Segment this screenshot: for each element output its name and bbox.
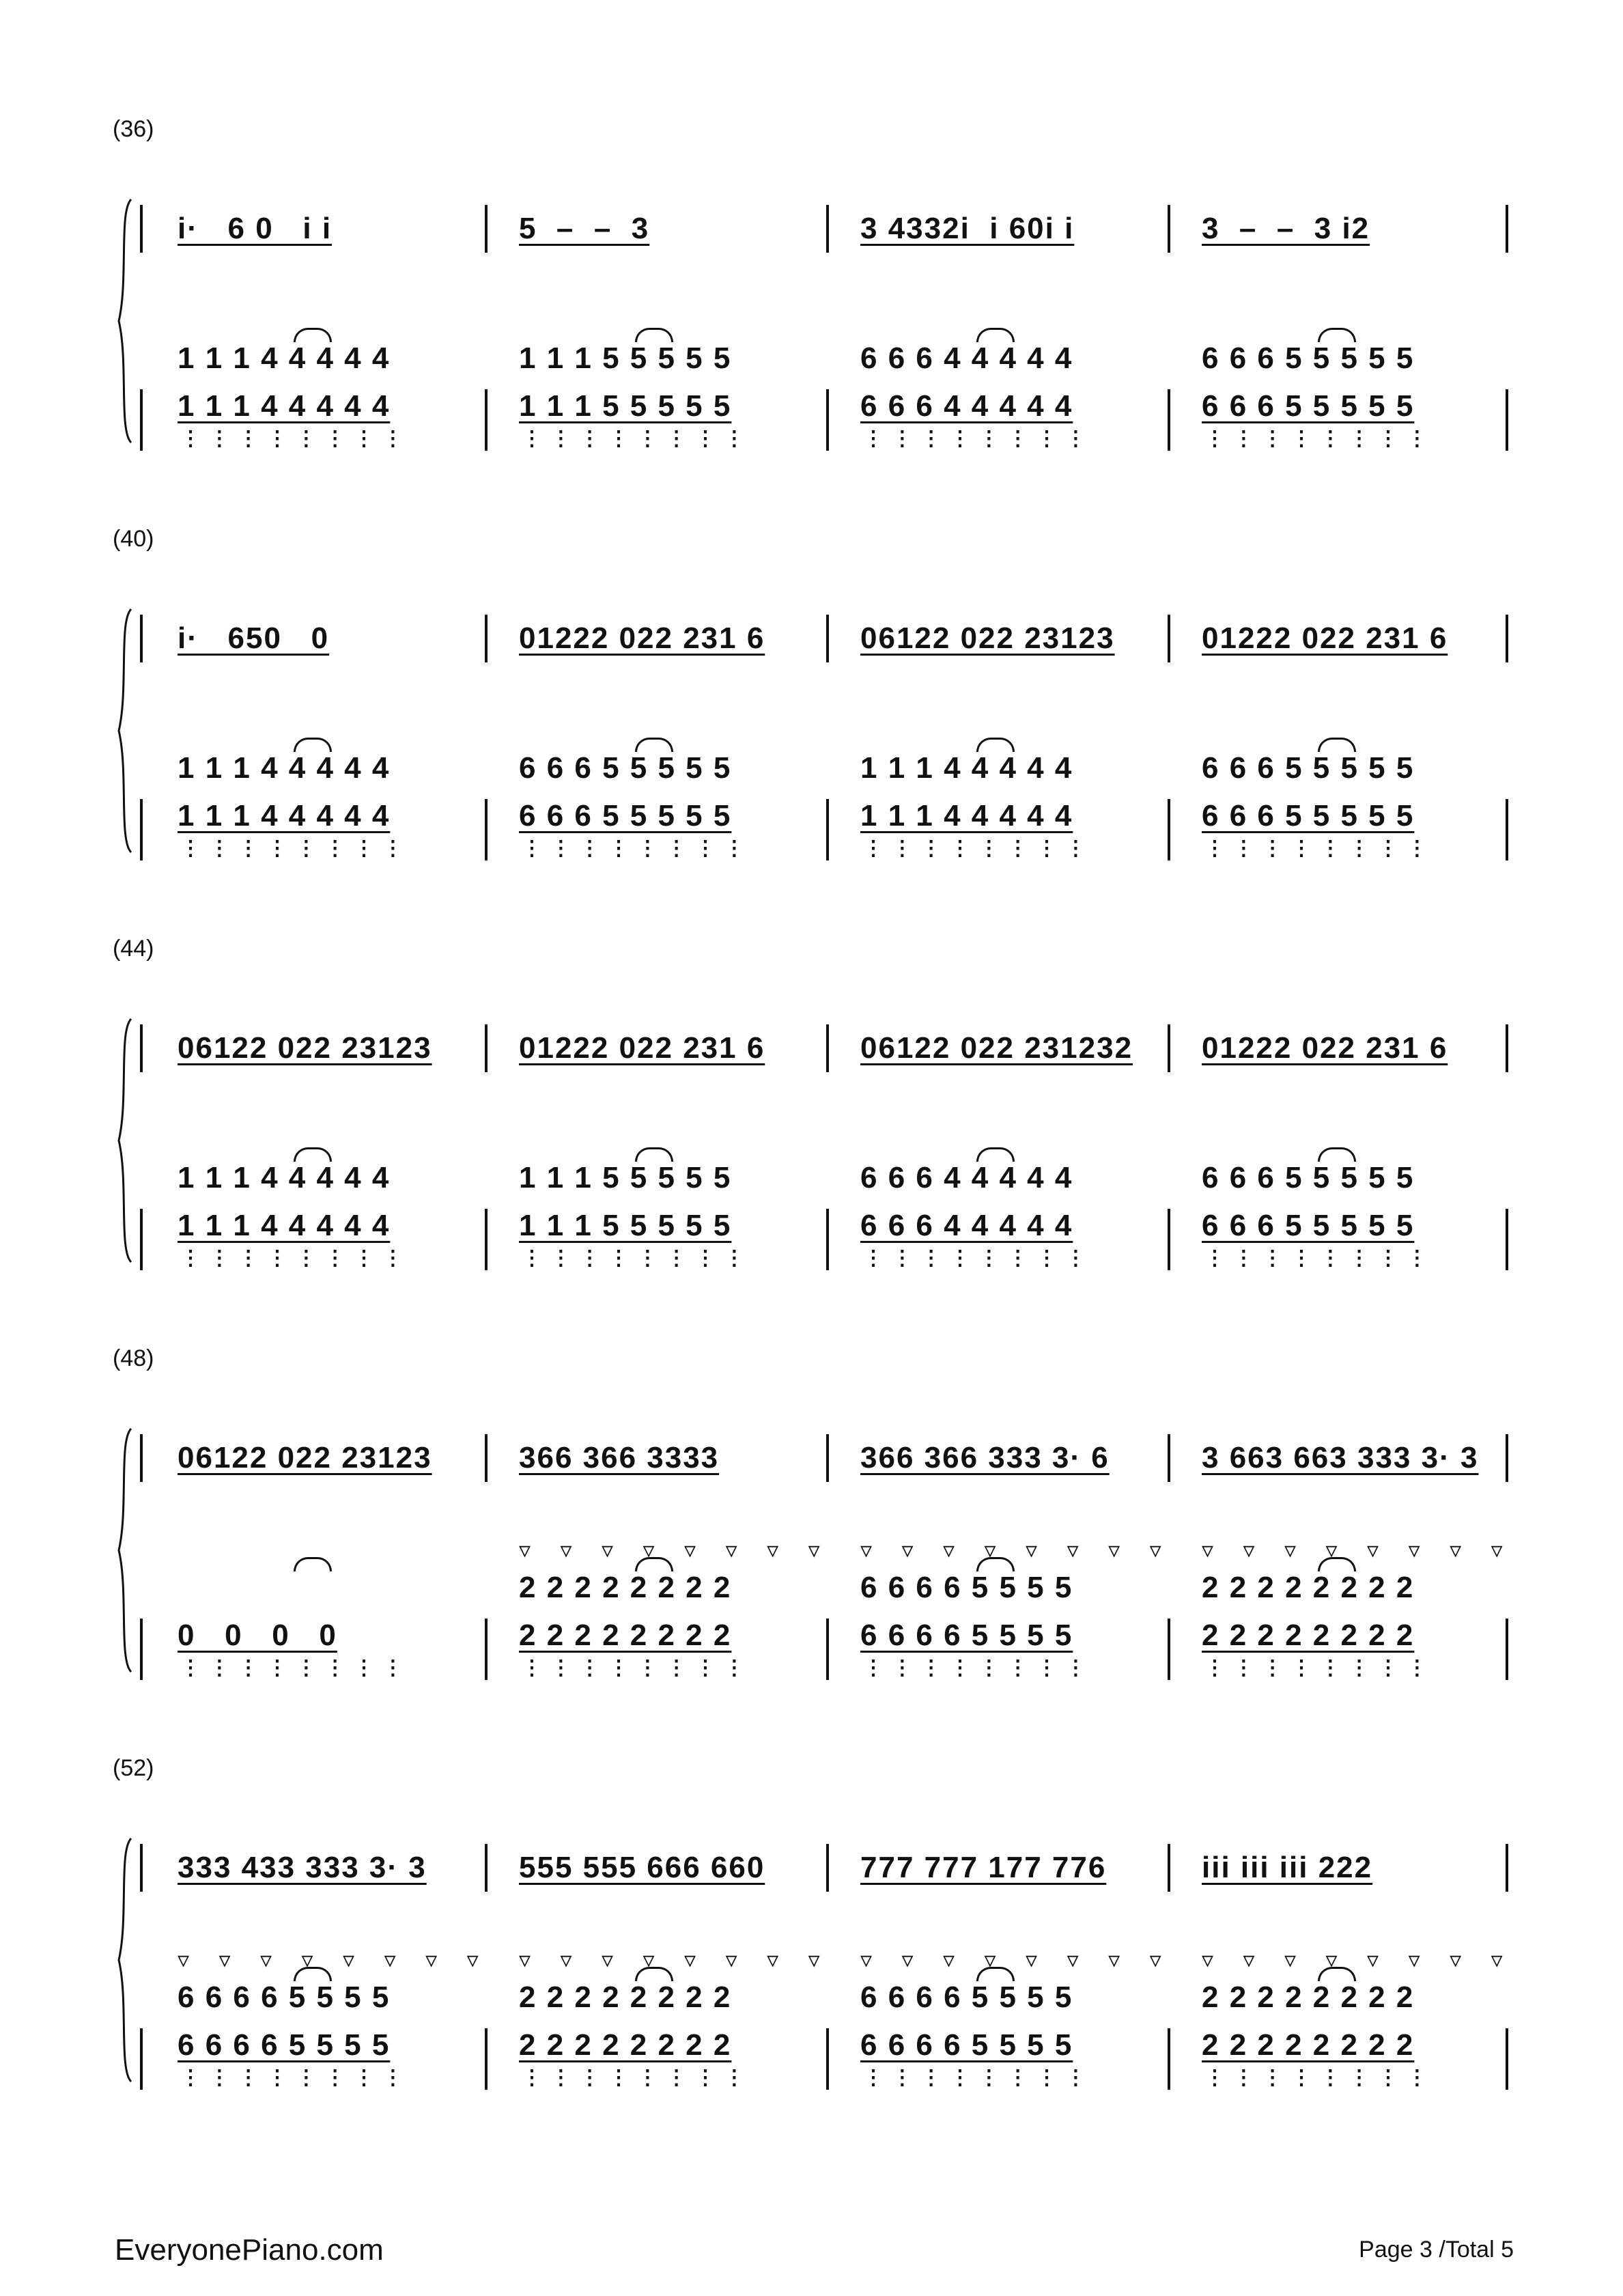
score-system bbox=[0, 1755, 1623, 2138]
bar-line bbox=[1506, 1844, 1508, 1892]
bar-line bbox=[1168, 1619, 1170, 1680]
bar-line bbox=[826, 1434, 829, 1482]
tie-arc bbox=[294, 1147, 332, 1162]
melody-notes: 06122 022 23123 bbox=[860, 621, 1115, 655]
bar-line bbox=[485, 389, 488, 451]
bass-lower-notes: 6 6 6 5 5 5 5 5 bbox=[1202, 389, 1415, 423]
octave-dots: ⋮ ⋮ ⋮ ⋮ ⋮ ⋮ ⋮ ⋮ bbox=[522, 1247, 746, 1270]
bar-line bbox=[485, 2028, 488, 2090]
octave-dots: ⋮ ⋮ ⋮ ⋮ ⋮ ⋮ ⋮ ⋮ bbox=[863, 837, 1088, 860]
melody-notes: 333 433 333 3· 3 bbox=[178, 1851, 427, 1884]
tie-arc bbox=[294, 328, 332, 342]
bar-line bbox=[1168, 1024, 1170, 1072]
bar-line bbox=[1506, 615, 1508, 662]
accent-triangle-icon: ▿ ▿ ▿ ▿ ▿ ▿ ▿ ▿ bbox=[860, 1947, 1173, 1973]
bass-lower-notes: 0 0 0 0 bbox=[178, 1619, 337, 1652]
melody-notes: 01222 022 231 6 bbox=[1202, 621, 1448, 655]
bass-upper-notes: 2 2 2 2 2 2 2 2 bbox=[519, 1571, 732, 1604]
bar-line bbox=[1506, 389, 1508, 451]
staff-brace bbox=[115, 1018, 135, 1263]
octave-dots: ⋮ ⋮ ⋮ ⋮ ⋮ ⋮ ⋮ ⋮ bbox=[180, 1247, 405, 1270]
melody-notes: 3 – – 3 i2 bbox=[1202, 212, 1370, 245]
bar-line bbox=[485, 799, 488, 860]
score-system bbox=[0, 526, 1623, 908]
score-system bbox=[0, 936, 1623, 1318]
bar-line bbox=[140, 205, 143, 253]
bass-lower-notes: 2 2 2 2 2 2 2 2 bbox=[1202, 2028, 1415, 2062]
bar-line bbox=[826, 1844, 829, 1892]
melody-notes: 01222 022 231 6 bbox=[1202, 1031, 1448, 1065]
bass-upper-notes: 6 6 6 5 5 5 5 5 bbox=[1202, 751, 1415, 785]
score-system bbox=[0, 116, 1623, 499]
melody-notes: 06122 022 23123 bbox=[178, 1441, 432, 1474]
bar-line bbox=[826, 799, 829, 860]
site-footer: EveryonePiano.com bbox=[115, 2233, 384, 2267]
bar-line bbox=[1506, 1209, 1508, 1270]
bass-upper-notes: 6 6 6 6 5 5 5 5 bbox=[860, 1571, 1073, 1604]
bar-line bbox=[140, 389, 143, 451]
octave-dots: ⋮ ⋮ ⋮ ⋮ ⋮ ⋮ ⋮ ⋮ bbox=[1204, 1657, 1429, 1679]
tie-arc bbox=[294, 738, 332, 752]
bass-lower-notes: 1 1 1 4 4 4 4 4 bbox=[178, 1209, 391, 1242]
bar-line bbox=[1168, 615, 1170, 662]
bass-upper-notes: 1 1 1 4 4 4 4 4 bbox=[860, 751, 1073, 785]
tie-arc bbox=[294, 1557, 332, 1571]
bar-line bbox=[1506, 799, 1508, 860]
staff-brace bbox=[115, 608, 135, 854]
bass-lower-notes: 1 1 1 5 5 5 5 5 bbox=[519, 1209, 732, 1242]
octave-dots: ⋮ ⋮ ⋮ ⋮ ⋮ ⋮ ⋮ ⋮ bbox=[1204, 837, 1429, 860]
bass-upper-notes: 6 6 6 5 5 5 5 5 bbox=[1202, 341, 1415, 375]
measure-number: (44) bbox=[113, 936, 154, 962]
melody-notes: 5 – – 3 bbox=[519, 212, 650, 245]
octave-dots: ⋮ ⋮ ⋮ ⋮ ⋮ ⋮ ⋮ ⋮ bbox=[180, 837, 405, 860]
octave-dots: ⋮ ⋮ ⋮ ⋮ ⋮ ⋮ ⋮ ⋮ bbox=[1204, 1247, 1429, 1270]
octave-dots: ⋮ ⋮ ⋮ ⋮ ⋮ ⋮ ⋮ ⋮ bbox=[863, 2067, 1088, 2089]
bar-line bbox=[1168, 2028, 1170, 2090]
bar-line bbox=[1168, 1209, 1170, 1270]
bass-lower-notes: 6 6 6 6 5 5 5 5 bbox=[178, 2028, 391, 2062]
octave-dots: ⋮ ⋮ ⋮ ⋮ ⋮ ⋮ ⋮ ⋮ bbox=[180, 2067, 405, 2089]
bass-lower-notes: 6 6 6 5 5 5 5 5 bbox=[1202, 1209, 1415, 1242]
octave-dots: ⋮ ⋮ ⋮ ⋮ ⋮ ⋮ ⋮ ⋮ bbox=[863, 1657, 1088, 1679]
octave-dots: ⋮ ⋮ ⋮ ⋮ ⋮ ⋮ ⋮ ⋮ bbox=[1204, 2067, 1429, 2089]
octave-dots: ⋮ ⋮ ⋮ ⋮ ⋮ ⋮ ⋮ ⋮ bbox=[180, 1657, 405, 1679]
melody-notes: iii iii iii 222 bbox=[1202, 1851, 1373, 1884]
bar-line bbox=[485, 1619, 488, 1680]
bass-upper-notes: 1 1 1 4 4 4 4 4 bbox=[178, 751, 391, 785]
bar-line bbox=[140, 2028, 143, 2090]
measure-number: (36) bbox=[113, 116, 154, 142]
page-counter: Page 3 /Total 5 bbox=[1359, 2237, 1514, 2263]
bar-line bbox=[140, 1844, 143, 1892]
melody-notes: 01222 022 231 6 bbox=[519, 1031, 765, 1065]
accent-triangle-icon: ▿ ▿ ▿ ▿ ▿ ▿ ▿ ▿ bbox=[1202, 1537, 1514, 1563]
melody-notes: 06122 022 23123 bbox=[178, 1031, 432, 1065]
bass-lower-notes: 1 1 1 4 4 4 4 4 bbox=[860, 799, 1073, 832]
melody-notes: 366 366 3333 bbox=[519, 1441, 720, 1474]
bass-upper-notes: 6 6 6 5 5 5 5 5 bbox=[519, 751, 732, 785]
bass-upper-notes: 2 2 2 2 2 2 2 2 bbox=[519, 1980, 732, 2014]
tie-arc bbox=[976, 738, 1015, 752]
staff-brace bbox=[115, 198, 135, 444]
bar-line bbox=[826, 1619, 829, 1680]
octave-dots: ⋮ ⋮ ⋮ ⋮ ⋮ ⋮ ⋮ ⋮ bbox=[1204, 428, 1429, 450]
bar-line bbox=[140, 1024, 143, 1072]
melody-notes: 3 663 663 333 3· 3 bbox=[1202, 1441, 1479, 1474]
tie-arc bbox=[1318, 328, 1356, 342]
bass-lower-notes: 2 2 2 2 2 2 2 2 bbox=[1202, 1619, 1415, 1652]
bar-line bbox=[1506, 1619, 1508, 1680]
bar-line bbox=[1168, 1844, 1170, 1892]
bass-lower-notes: 6 6 6 4 4 4 4 4 bbox=[860, 1209, 1073, 1242]
tie-arc bbox=[635, 328, 673, 342]
melody-notes: i· 6 0 i i bbox=[178, 212, 333, 245]
bass-lower-notes: 1 1 1 4 4 4 4 4 bbox=[178, 799, 391, 832]
melody-notes: 3 4332i i 60i i bbox=[860, 212, 1075, 245]
octave-dots: ⋮ ⋮ ⋮ ⋮ ⋮ ⋮ ⋮ ⋮ bbox=[522, 1657, 746, 1679]
bass-upper-notes: 6 6 6 4 4 4 4 4 bbox=[860, 1161, 1073, 1194]
octave-dots: ⋮ ⋮ ⋮ ⋮ ⋮ ⋮ ⋮ ⋮ bbox=[522, 428, 746, 450]
score-system bbox=[0, 1345, 1623, 1728]
bass-upper-notes: 2 2 2 2 2 2 2 2 bbox=[1202, 1980, 1415, 2014]
octave-dots: ⋮ ⋮ ⋮ ⋮ ⋮ ⋮ ⋮ ⋮ bbox=[863, 1247, 1088, 1270]
melody-notes: 555 555 666 660 bbox=[519, 1851, 765, 1884]
bar-line bbox=[1506, 2028, 1508, 2090]
bass-upper-notes: 6 6 6 4 4 4 4 4 bbox=[860, 341, 1073, 375]
octave-dots: ⋮ ⋮ ⋮ ⋮ ⋮ ⋮ ⋮ ⋮ bbox=[522, 2067, 746, 2089]
bar-line bbox=[1506, 205, 1508, 253]
bass-lower-notes: 6 6 6 5 5 5 5 5 bbox=[519, 799, 732, 832]
bass-lower-notes: 2 2 2 2 2 2 2 2 bbox=[519, 1619, 732, 1652]
bar-line bbox=[826, 389, 829, 451]
bass-upper-notes: 6 6 6 5 5 5 5 5 bbox=[1202, 1161, 1415, 1194]
bar-line bbox=[485, 1209, 488, 1270]
bass-lower-notes: 6 6 6 4 4 4 4 4 bbox=[860, 389, 1073, 423]
bass-lower-notes: 6 6 6 6 5 5 5 5 bbox=[860, 1619, 1073, 1652]
tie-arc bbox=[976, 1147, 1015, 1162]
octave-dots: ⋮ ⋮ ⋮ ⋮ ⋮ ⋮ ⋮ ⋮ bbox=[180, 428, 405, 450]
tie-arc bbox=[1318, 1147, 1356, 1162]
bar-line bbox=[826, 615, 829, 662]
bass-upper-notes: 6 6 6 6 5 5 5 5 bbox=[178, 1980, 391, 2014]
bar-line bbox=[140, 1209, 143, 1270]
accent-triangle-icon: ▿ ▿ ▿ ▿ ▿ ▿ ▿ ▿ bbox=[1202, 1947, 1514, 1973]
bar-line bbox=[1168, 799, 1170, 860]
bar-line bbox=[485, 1024, 488, 1072]
measure-number: (52) bbox=[113, 1755, 154, 1781]
bar-line bbox=[1168, 1434, 1170, 1482]
tie-arc bbox=[635, 738, 673, 752]
bar-line bbox=[826, 1024, 829, 1072]
tie-arc bbox=[635, 1147, 673, 1162]
bass-upper-notes: 1 1 1 5 5 5 5 5 bbox=[519, 341, 732, 375]
bar-line bbox=[1506, 1434, 1508, 1482]
bar-line bbox=[485, 1434, 488, 1482]
bar-line bbox=[1168, 389, 1170, 451]
bass-upper-notes: 1 1 1 4 4 4 4 4 bbox=[178, 1161, 391, 1194]
bar-line bbox=[485, 615, 488, 662]
bass-lower-notes: 2 2 2 2 2 2 2 2 bbox=[519, 2028, 732, 2062]
accent-triangle-icon: ▿ ▿ ▿ ▿ ▿ ▿ ▿ ▿ bbox=[519, 1537, 832, 1563]
staff-brace bbox=[115, 1837, 135, 2083]
bar-line bbox=[485, 205, 488, 253]
bass-upper-notes: 1 1 1 4 4 4 4 4 bbox=[178, 341, 391, 375]
bar-line bbox=[826, 2028, 829, 2090]
bar-line bbox=[485, 1844, 488, 1892]
bar-line bbox=[140, 1619, 143, 1680]
bar-line bbox=[140, 615, 143, 662]
bass-lower-notes: 6 6 6 5 5 5 5 5 bbox=[1202, 799, 1415, 832]
measure-number: (40) bbox=[113, 526, 154, 552]
bass-lower-notes: 6 6 6 6 5 5 5 5 bbox=[860, 2028, 1073, 2062]
staff-brace bbox=[115, 1427, 135, 1673]
melody-notes: 06122 022 231232 bbox=[860, 1031, 1133, 1065]
tie-arc bbox=[1318, 738, 1356, 752]
bar-line bbox=[826, 205, 829, 253]
bar-line bbox=[1168, 205, 1170, 253]
bass-upper-notes: 6 6 6 6 5 5 5 5 bbox=[860, 1980, 1073, 2014]
melody-notes: 01222 022 231 6 bbox=[519, 621, 765, 655]
accent-triangle-icon: ▿ ▿ ▿ ▿ ▿ ▿ ▿ ▿ bbox=[178, 1947, 490, 1973]
bass-upper-notes: 1 1 1 5 5 5 5 5 bbox=[519, 1161, 732, 1194]
accent-triangle-icon: ▿ ▿ ▿ ▿ ▿ ▿ ▿ ▿ bbox=[519, 1947, 832, 1973]
bass-lower-notes: 1 1 1 4 4 4 4 4 bbox=[178, 389, 391, 423]
bar-line bbox=[140, 1434, 143, 1482]
tie-arc bbox=[976, 328, 1015, 342]
octave-dots: ⋮ ⋮ ⋮ ⋮ ⋮ ⋮ ⋮ ⋮ bbox=[522, 837, 746, 860]
octave-dots: ⋮ ⋮ ⋮ ⋮ ⋮ ⋮ ⋮ ⋮ bbox=[863, 428, 1088, 450]
bass-lower-notes: 1 1 1 5 5 5 5 5 bbox=[519, 389, 732, 423]
measure-number: (48) bbox=[113, 1345, 154, 1371]
bar-line bbox=[140, 799, 143, 860]
accent-triangle-icon: ▿ ▿ ▿ ▿ ▿ ▿ ▿ ▿ bbox=[860, 1537, 1173, 1563]
bar-line bbox=[826, 1209, 829, 1270]
bass-upper-notes: 2 2 2 2 2 2 2 2 bbox=[1202, 1571, 1415, 1604]
melody-notes: 777 777 177 776 bbox=[860, 1851, 1107, 1884]
melody-notes: i· 650 0 bbox=[178, 621, 330, 655]
bar-line bbox=[1506, 1024, 1508, 1072]
melody-notes: 366 366 333 3· 6 bbox=[860, 1441, 1110, 1474]
